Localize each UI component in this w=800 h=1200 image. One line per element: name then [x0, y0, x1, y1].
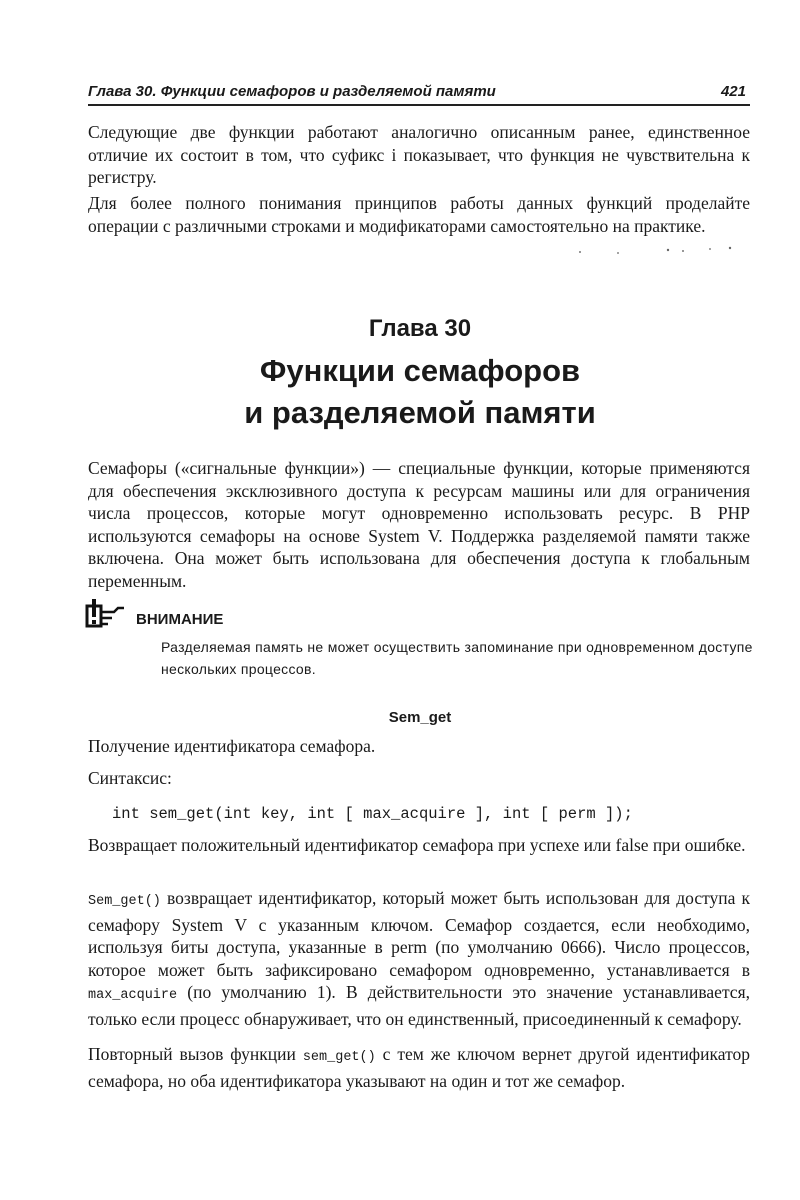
- parameter-name: max_acquire: [88, 988, 178, 1003]
- details-text-3: Повторный вызов функции: [88, 1044, 303, 1064]
- chapter-title-line-2: и разделяемой памяти: [244, 395, 596, 430]
- chapter-title: [0, 350, 800, 434]
- warning-title: ВНИМАНИЕ: [136, 611, 224, 628]
- details-text-4: с тем же ключом вернет другой идентификатор семафора, но оба идентификатора указывают на один и тот же семафор.: [88, 1044, 750, 1091]
- intro-paragraph-1: Следующие две функции работают аналогично описанным ранее, единственное отличие их состоит в том, что суфикс i показывает, что функция не чувствительна к регистру.: [88, 122, 750, 187]
- warning-text: Разделяемая память не может осуществить запоминание при одновременном доступе нескольких процессов.: [161, 639, 753, 677]
- running-header: [88, 80, 750, 106]
- intro-paragraph-2: Для более полного понимания принципов работы данных функций проделайте операции с различными строками и модификаторами самостоятельно на практике.: [88, 193, 750, 236]
- chapter-title-line-1: Функции семафоров: [259, 353, 581, 388]
- chapter-label: Глава 30: [368, 315, 472, 342]
- details-paragraph-2: [88, 1043, 750, 1092]
- page-number: 421: [720, 83, 746, 100]
- scan-specks: [560, 240, 770, 260]
- details-paragraph-1: [88, 887, 750, 1030]
- section-description: Получение идентификатора семафора.: [88, 736, 376, 756]
- hand-warning-icon: [84, 598, 130, 630]
- running-header-title: Глава 30. Функции семафоров и разделяемой памяти: [88, 83, 496, 100]
- details-text-1: возвращает идентификатор, который может быть использован для доступа к семафору System V с указанным ключом. Семафор создается, если необходимо, используя биты доступа, указанные в perm (по умолчанию 0666). Число процессов, которое может быть зафиксировано семафором одновременно, устанавливается в: [88, 888, 750, 980]
- syntax-label: Синтаксис:: [88, 768, 172, 788]
- section-title: Sem_get: [388, 709, 452, 726]
- returns-paragraph: Возвращает положительный идентификатор семафора при успехе или false при ошибке.: [88, 835, 746, 855]
- function-name: Sem_get(): [88, 894, 161, 909]
- function-name-2: sem_get(): [302, 1050, 376, 1065]
- syntax-code: int sem_get(int key, int [ max_acquire ], int [ perm ]);: [112, 805, 633, 823]
- chapter-intro-paragraph: Семафоры («сигнальные функции») — специальные функции, которые применяются для обеспечения эксклюзивного доступа к ресурсам машины или для ограничения числа процессов, которые могут одновременно использовать ресурс. В PHP используются семафоры на основе System V. Поддержка разделяемой памяти также включена. Она может быть использована для обеспечения доступа к глобальным переменным.: [88, 458, 750, 591]
- details-text-2: (по умолчанию 1). В действительности это значение устанавливается, только если процесс обнаруживает, что он единственный, присоединенный к семафору.: [88, 982, 750, 1029]
